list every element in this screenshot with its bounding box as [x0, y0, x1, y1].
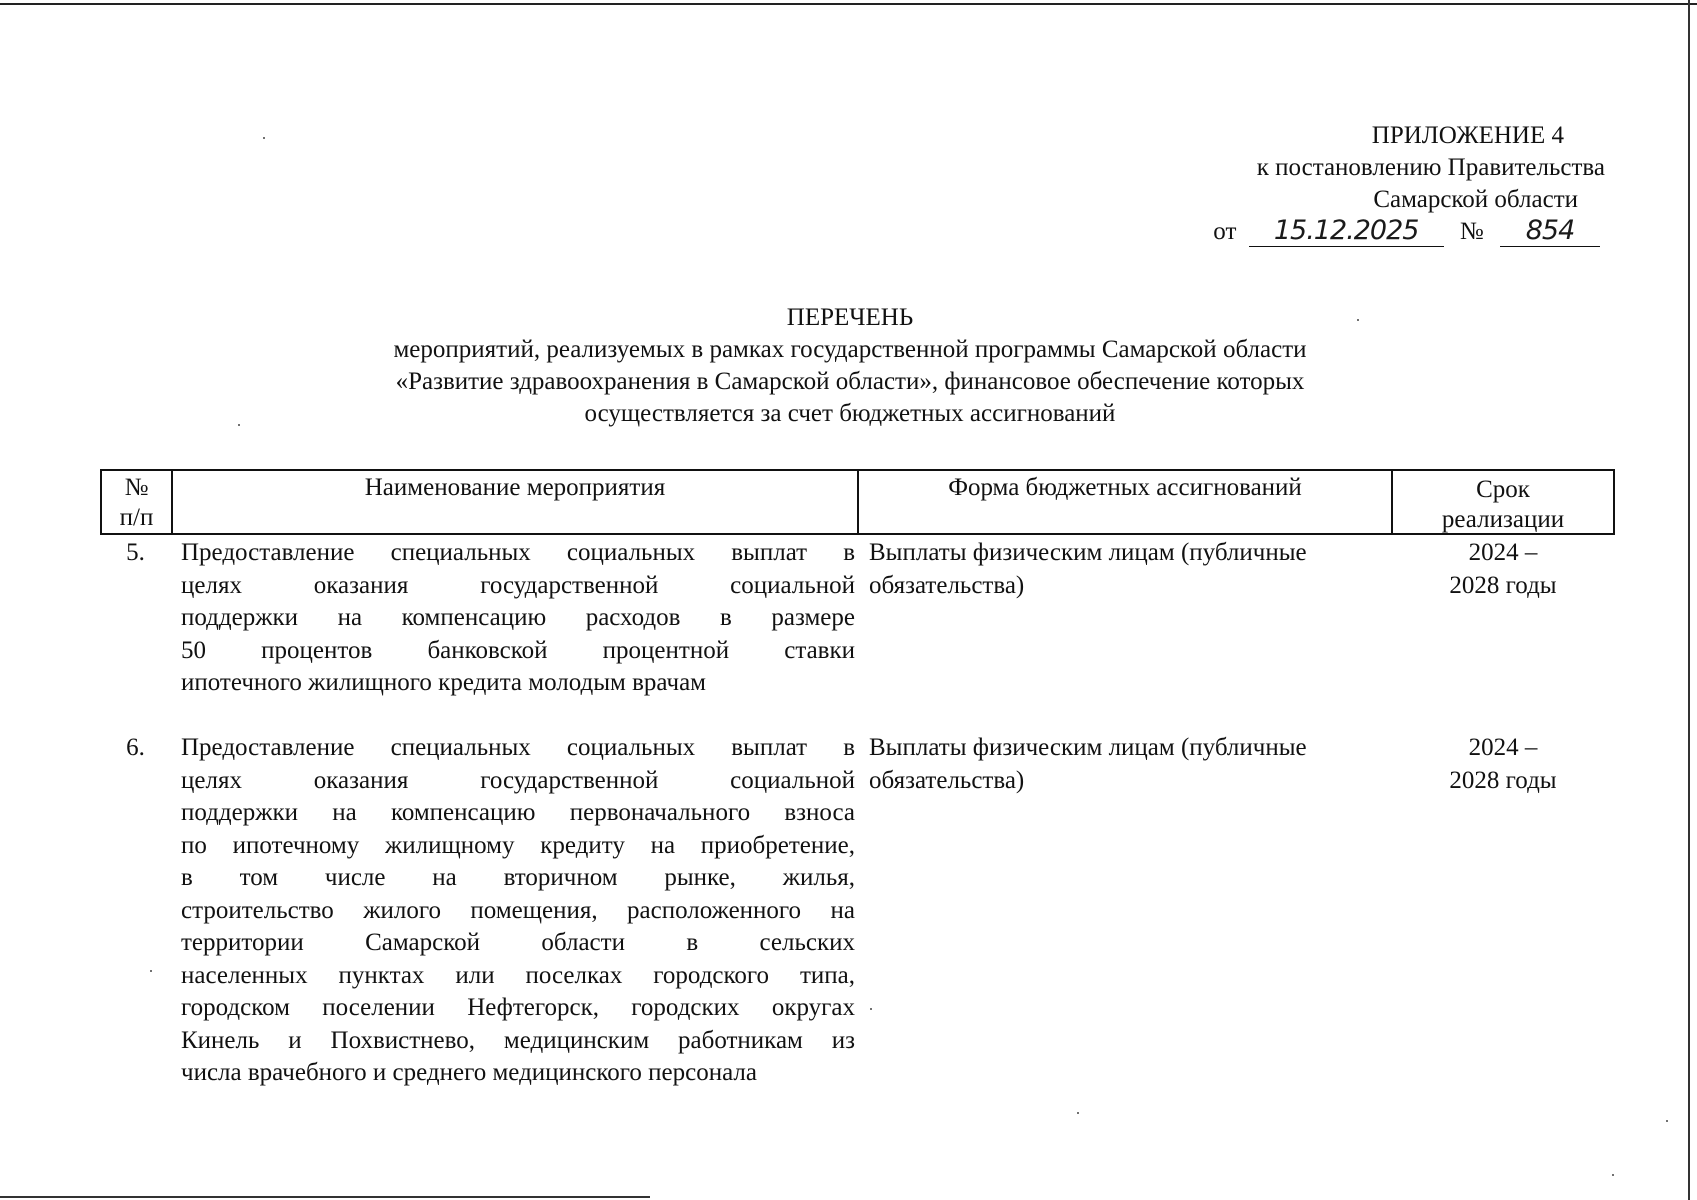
document-heading: [300, 302, 1400, 430]
row-form-line: обязательства): [869, 766, 1025, 794]
header-form: Форма бюджетных ассигнований: [859, 471, 1393, 533]
appendix-region: Самарской области: [1373, 186, 1578, 213]
row-name-line: в том числе на вторичном рынке, жилья,: [181, 864, 855, 891]
appendix-title: ПРИЛОЖЕНИЕ 4: [1371, 122, 1564, 149]
scan-speck: [1666, 1120, 1668, 1122]
approval-block: [1100, 120, 1680, 248]
row-form-line: Выплаты физическим лицам (публичные: [869, 539, 1307, 566]
header-num-line: №: [124, 474, 149, 501]
scan-speck: [1077, 1112, 1079, 1114]
header-term-line: реализации: [1441, 506, 1565, 533]
header-name: Наименование мероприятия: [173, 471, 859, 533]
scan-border-top: [0, 3, 1697, 5]
row-name-line: 50 процентов банковской процентной ставки: [181, 636, 855, 664]
row-name-line: строительство жилого помещения, расположенного на: [181, 896, 855, 924]
date-prefix: от: [1213, 218, 1237, 245]
row-term-line: 2024 –: [1468, 734, 1538, 761]
header-term: [1393, 471, 1613, 533]
row-name: [171, 732, 857, 1090]
scan-speck: [263, 137, 265, 139]
heading-subtitle-line: осуществляется за счет бюджетных ассигнований: [584, 400, 1116, 427]
handwritten-date: 15.12.2025: [1249, 216, 1444, 247]
row-term: [1391, 537, 1615, 700]
row-number: 5.: [126, 539, 145, 566]
header-num-line: п/п: [119, 504, 154, 531]
row-name-line: целях оказания государственной социальной: [181, 766, 855, 794]
header-num: [102, 471, 173, 533]
row-form: [857, 732, 1391, 1090]
table-header: [100, 469, 1615, 535]
row-form-line: обязательства): [869, 571, 1025, 599]
decree-date-number: [1100, 216, 1680, 248]
row-name-line: целях оказания государственной социальной: [181, 571, 855, 599]
handwritten-number: 854: [1500, 216, 1600, 247]
number-prefix: №: [1459, 218, 1484, 245]
row-term-line: 2024 –: [1468, 539, 1538, 566]
row-name-line: территории Самарской области в сельских: [181, 929, 855, 956]
row-name-line: поддержки на компенсацию первоначального взноса: [181, 799, 855, 826]
appendix-to-decree: к постановлению Правительства: [1256, 154, 1605, 181]
scan-border-bottom: [0, 1196, 650, 1198]
heading-subtitle-line: «Развитие здравоохранения в Самарской области», финансовое обеспечение которых: [395, 368, 1305, 395]
scan-speck: [1612, 1174, 1614, 1176]
row-term-line: 2028 годы: [1449, 571, 1557, 599]
row-form: [857, 537, 1391, 700]
row-name-line: городском поселении Нефтегорск, городских округах: [181, 994, 855, 1021]
row-number: 6.: [126, 734, 145, 761]
row-name-line: населенных пунктах или поселках городского типа,: [181, 961, 855, 989]
heading-subtitle-line: мероприятий, реализуемых в рамках государственной программы Самарской области: [393, 336, 1307, 363]
row-name-line: Предоставление специальных социальных выплат в: [181, 539, 855, 566]
row-term-line: 2028 годы: [1449, 766, 1557, 794]
row-name-line: по ипотечному жилищному кредиту на приобретение,: [181, 831, 855, 859]
row-name-line: Предоставление специальных социальных выплат в: [181, 734, 855, 761]
header-term-line: Срок: [1476, 476, 1530, 503]
heading-title: ПЕРЕЧЕНЬ: [786, 304, 914, 331]
row-name-line: числа врачебного и среднего медицинского персонала: [181, 1059, 758, 1086]
row-name: [171, 537, 857, 700]
row-name-line: поддержки на компенсацию расходов в размере: [181, 604, 855, 631]
row-name-line: ипотечного жилищного кредита молодым врачам: [181, 669, 706, 696]
scan-border-right: [1688, 0, 1690, 1200]
table-row: [100, 537, 1615, 700]
row-term: [1391, 732, 1615, 1090]
row-form-line: Выплаты физическим лицам (публичные: [869, 734, 1307, 761]
table-row: [100, 732, 1615, 1090]
row-name-line: Кинель и Похвистнево, медицинским работникам из: [181, 1026, 855, 1054]
scan-speck: [238, 424, 240, 426]
